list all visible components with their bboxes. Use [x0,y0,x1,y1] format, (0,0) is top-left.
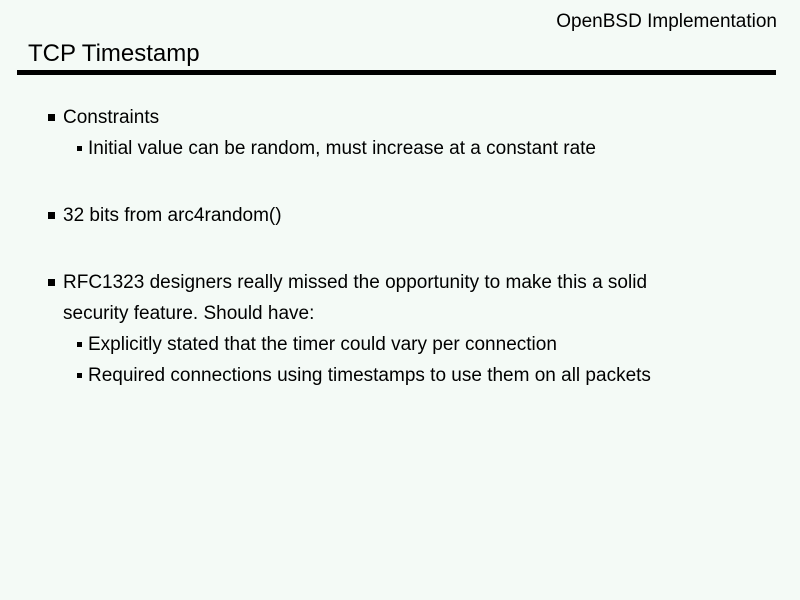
bullet-square-icon [48,212,55,219]
bullet-item [0,102,800,133]
bullet-square-icon [48,114,55,121]
bullet-text [63,272,647,324]
bullet-text: 32 bits from arc4random() [63,205,282,226]
bullet-subitem [0,360,800,391]
bullet-subitem [0,133,800,164]
slide-content [0,102,800,391]
bullet-square-icon [77,342,82,347]
bullet-text-line-1: RFC1323 designers really missed the opportunity to make this a solid [63,272,648,293]
bullet-text-line-2: security feature. Should have: [63,303,315,324]
bullet-text: Constraints [63,107,160,128]
bullet-block-arc4random [0,200,800,231]
bullet-square-icon [77,146,82,151]
bullet-text: Explicitly stated that the timer could vary per connection [88,334,557,355]
bullet-square-icon [48,279,55,286]
bullet-square-icon [77,373,82,378]
bullet-block-constraints [0,102,800,164]
title-underline-rule [17,70,776,75]
bullet-subitem [0,329,800,360]
slide-title: TCP Timestamp [28,40,200,67]
bullet-text: Required connections using timestamps to use them on all packets [88,365,651,386]
bullet-item [0,200,800,231]
bullet-block-rfc1323 [0,267,800,391]
bullet-item [0,267,800,329]
bullet-text: Initial value can be random, must increase at a constant rate [88,138,596,159]
slide-affiliation-text: OpenBSD Implementation [556,11,777,32]
